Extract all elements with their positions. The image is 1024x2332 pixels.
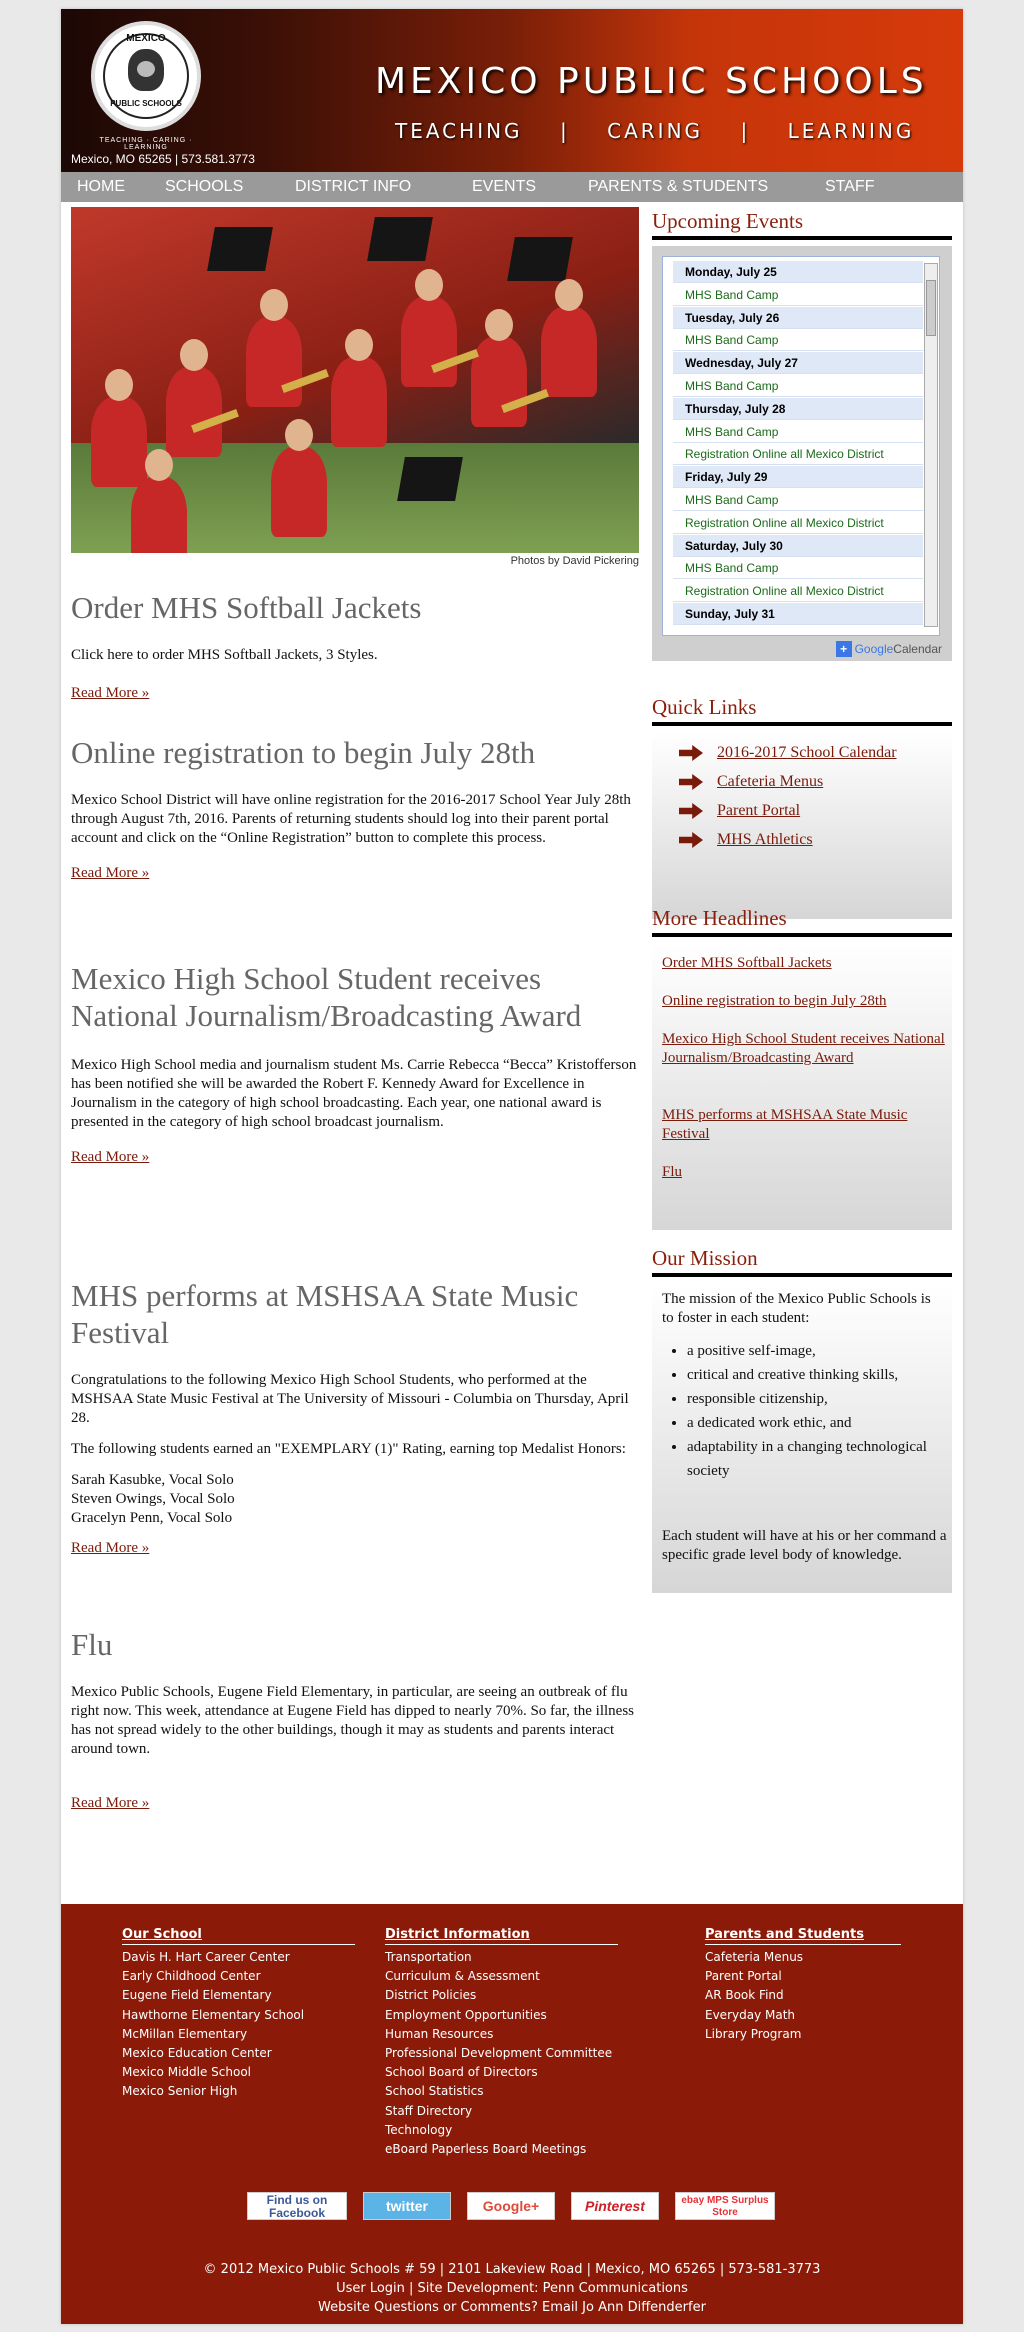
ebay-icon: ebay MPS Surplus Store (681, 2195, 769, 2218)
footer-link[interactable]: Everyday Math (705, 2007, 796, 2022)
mission-heading: Our Mission (652, 1246, 952, 1277)
nav-schools[interactable]: SCHOOLS (165, 178, 244, 195)
footer-link[interactable]: Technology (385, 2122, 453, 2137)
logo-text-middle: PUBLIC SCHOOLS (110, 99, 182, 108)
google-plus-button[interactable] (467, 2192, 555, 2220)
article (71, 1626, 639, 1812)
footer-link[interactable]: School Board of Directors (385, 2065, 538, 2080)
nav-district-info[interactable]: DISTRICT INFO (295, 178, 412, 195)
quick-link-school-calendar[interactable]: 2016-2017 School Calendar (717, 744, 897, 762)
calendar-event[interactable]: MHS Band Camp (673, 421, 923, 443)
footer-col-our-school (122, 1927, 355, 2102)
honoree-name: Sarah Kasubke, Vocal Solo (71, 1472, 234, 1488)
mission-list (687, 1339, 937, 1483)
arrow-right-icon (679, 745, 703, 761)
read-more-link[interactable]: Read More » (71, 1540, 150, 1556)
footer-link[interactable]: AR Book Find (705, 1988, 784, 2003)
arrow-right-icon (679, 803, 703, 819)
calendar-event[interactable]: Registration Online all Mexico District (673, 443, 923, 465)
calendar-day-header: Sunday, July 31 (673, 603, 923, 625)
calendar-event[interactable]: MHS Band Camp (673, 489, 923, 511)
google-label: Google (854, 642, 894, 656)
arrow-right-icon (679, 774, 703, 790)
calendar-day-header: Saturday, July 30 (673, 535, 923, 557)
calendar-event[interactable]: MHS Band Camp (673, 557, 923, 579)
plus-icon: + (836, 641, 852, 657)
headline-link[interactable]: MHS performs at MSHSAA State Music Festival (662, 1107, 908, 1142)
footer-link[interactable]: Mexico Middle School (122, 2065, 252, 2080)
mission-item: • adaptability in a changing technological society (687, 1435, 937, 1483)
school-logo[interactable] (91, 21, 201, 151)
footer-col-title: Parents and Students (705, 1927, 901, 1945)
footer-col-district-info (385, 1927, 618, 2159)
footer-link[interactable]: District Policies (385, 1988, 477, 2003)
facebook-icon: Find us on Facebook (266, 2193, 328, 2220)
read-more-link[interactable]: Read More » (71, 865, 150, 881)
footer-copyright: © 2012 Mexico Public Schools # 59 | 2101 Lakeview Road | Mexico, MO 65265 | 573-581-3773 (203, 2262, 821, 2277)
article (71, 589, 639, 702)
calendar-event[interactable]: MHS Band Camp (673, 329, 923, 351)
footer-link[interactable]: Transportation (385, 1950, 472, 1964)
read-more-link[interactable]: Read More » (71, 1149, 150, 1165)
events-calendar (652, 246, 952, 661)
nav-home[interactable]: HOME (77, 178, 125, 195)
facebook-button[interactable] (247, 2192, 347, 2220)
footer-link[interactable]: Davis H. Hart Career Center (122, 1950, 290, 1964)
article-body: Mexico Public Schools, Eugene Field Elementary, in particular, are seeing an outbreak of flu right now. This week, attendance at Eugene Field has dipped to nearly 70%. So far, the illness has not spread widely to the other buildings, though it may as students and parents interact around town. (71, 1684, 635, 1757)
footer-link[interactable]: Human Resources (385, 2026, 494, 2041)
footer-link[interactable]: Early Childhood Center (122, 1969, 261, 1984)
quick-link-mhs-athletics[interactable]: MHS Athletics (717, 831, 813, 849)
footer-col-parents-students (705, 1927, 901, 2044)
google-calendar-link[interactable] (836, 641, 942, 657)
headline-link[interactable]: Order MHS Softball Jackets (662, 955, 832, 971)
article-title[interactable]: Mexico High School Student receives National Journalism/Broadcasting Award (71, 961, 582, 1033)
mission-box (652, 1284, 952, 1593)
calendar-label: Calendar (893, 642, 942, 656)
article-body-2: The following students earned an "EXEMPLARY (1)" Rating, earning top Medalist Honors: (71, 1441, 626, 1457)
more-headlines-heading: More Headlines (652, 906, 952, 937)
events-heading: Upcoming Events (652, 209, 952, 240)
calendar-event[interactable]: Registration Online all Mexico District (673, 580, 923, 602)
pinterest-button[interactable] (571, 2192, 659, 2220)
article-title[interactable]: Flu (71, 1627, 113, 1662)
calendar-event[interactable]: MHS Band Camp (673, 284, 923, 306)
nav-parents-students[interactable]: PARENTS & STUDENTS (588, 178, 769, 195)
twitter-icon: twitter (386, 2198, 428, 2214)
pinterest-icon: Pinterest (585, 2198, 645, 2214)
more-headlines (652, 944, 952, 1230)
logo-text-top: MEXICO (126, 33, 166, 44)
article-body: Mexico School District will have online registration for the 2016-2017 School Year July 28th through August 7th, 2016. Parents of returning students should log into their parent portal account and click on the “Online Registration” button to complete this process. (71, 792, 631, 846)
footer-link[interactable]: Cafeteria Menus (705, 1950, 804, 1964)
footer-login-credit[interactable]: User Login | Site Development: Penn Communications (336, 2281, 688, 2296)
nav-staff[interactable]: STAFF (825, 178, 875, 195)
calendar-list (662, 256, 940, 636)
site-header (61, 9, 963, 172)
footer-link[interactable]: Staff Directory (385, 2103, 473, 2118)
footer-col-title: Our School (122, 1927, 355, 1945)
ebay-button[interactable] (675, 2192, 775, 2220)
article-title[interactable]: Order MHS Softball Jackets (71, 590, 422, 625)
mission-item: • a dedicated work ethic, and (687, 1411, 937, 1435)
read-more-link[interactable]: Read More » (71, 685, 150, 701)
calendar-event[interactable]: Registration Online all Mexico District (673, 512, 923, 534)
hero-photo[interactable] (71, 207, 639, 553)
calendar-day-header: Friday, July 29 (673, 466, 923, 488)
article-title[interactable]: MHS performs at MSHSAA State Music Festival (71, 1278, 579, 1350)
calendar-day-header: Thursday, July 28 (673, 398, 923, 420)
quick-link-cafeteria-menus[interactable]: Cafeteria Menus (717, 773, 823, 791)
article (71, 734, 639, 882)
google-plus-icon: Google+ (482, 2198, 540, 2214)
quick-links (652, 732, 952, 919)
headline-link[interactable]: Online registration to begin July 28th (662, 993, 887, 1009)
read-more-link[interactable]: Read More » (71, 1795, 150, 1811)
social-links (247, 2192, 777, 2222)
calendar-scrollbar[interactable] (924, 263, 938, 627)
arrow-right-icon (679, 832, 703, 848)
article (71, 960, 639, 1166)
honoree-name: Steven Owings, Vocal Solo (71, 1491, 235, 1507)
footer-link[interactable]: Curriculum & Assessment (385, 1969, 540, 1984)
photo-credit: Photos by David Pickering (510, 555, 639, 567)
footer-link[interactable]: Mexico Education Center (122, 2046, 272, 2061)
bulldog-mascot-icon (128, 49, 164, 91)
scrollbar-thumb[interactable] (926, 280, 936, 336)
mission-intro: The mission of the Mexico Public Schools is to foster in each student: (662, 1291, 931, 1326)
footer-link[interactable]: McMillan Elementary (122, 2026, 248, 2041)
calendar-day-header: Monday, July 25 (673, 261, 923, 283)
footer-contact[interactable]: Website Questions or Comments? Email Jo Ann Diffenderfer (318, 2300, 706, 2315)
main-nav (61, 172, 963, 202)
logo-text-bottom: TEACHING · CARING · LEARNING (99, 137, 193, 151)
honoree-name: Gracelyn Penn, Vocal Solo (71, 1510, 233, 1526)
mission-item: • critical and creative thinking skills, (687, 1363, 937, 1387)
article-title[interactable]: Online registration to begin July 28th (71, 735, 536, 770)
footer-link[interactable]: Employment Opportunities (385, 2007, 547, 2022)
nav-events[interactable]: EVENTS (472, 178, 537, 195)
footer-link[interactable]: School Statistics (385, 2084, 484, 2099)
article-body: Mexico High School media and journalism student Ms. Carrie Rebecca “Becca” Kristofferson has been notified she will be awarded the Robert F. Kennedy Award for Excellence in Journalism in the category of high school broadcasting. Each year, one national award is presented in the category of high school broadcast journalism. (71, 1057, 637, 1130)
mission-item: • responsible citizenship, (687, 1387, 937, 1411)
article (71, 1277, 639, 1557)
calendar-event[interactable]: MHS Band Camp (673, 375, 923, 397)
headline-link[interactable]: Flu (662, 1164, 683, 1180)
footer-link[interactable]: Library Program (705, 2026, 802, 2041)
header-contact: Mexico, MO 65265 | 573.581.3773 (71, 152, 255, 166)
footer-link[interactable]: Hawthorne Elementary School (122, 2007, 305, 2022)
mission-outro: Each student will have at his or her command a specific grade level body of knowledge. (662, 1528, 947, 1563)
footer-link[interactable]: Professional Development Committee (385, 2046, 613, 2061)
page-wrapper (61, 9, 963, 2324)
footer-link[interactable]: Parent Portal (705, 1969, 782, 1984)
site-title: MEXICO PUBLIC SCHOOLS (375, 61, 928, 102)
calendar-day-header: Wednesday, July 27 (673, 352, 923, 374)
footer-col-title: District Information (385, 1927, 618, 1945)
footer-link[interactable]: Mexico Senior High (122, 2084, 238, 2099)
site-footer (61, 1904, 963, 2324)
article-body: Click here to order MHS Softball Jackets, 3 Styles. (71, 647, 378, 663)
footer-link[interactable]: Eugene Field Elementary (122, 1988, 272, 2003)
quick-links-heading: Quick Links (652, 695, 952, 726)
mission-item: • a positive self-image, (687, 1339, 937, 1363)
calendar-day-header: Tuesday, July 26 (673, 307, 923, 329)
site-tagline: TEACHING | CARING | LEARNING (395, 119, 915, 143)
headline-link[interactable]: Mexico High School Student receives National Journalism/Broadcasting Award (662, 1031, 945, 1066)
article-body: Congratulations to the following Mexico High School Students, who performed at the MSHSAA State Music Festival at The University of Missouri - Columbia on Thursday, April 28. (71, 1372, 629, 1426)
twitter-button[interactable] (363, 2192, 451, 2220)
quick-link-parent-portal[interactable]: Parent Portal (717, 802, 800, 820)
footer-link[interactable]: eBoard Paperless Board Meetings (385, 2142, 587, 2157)
